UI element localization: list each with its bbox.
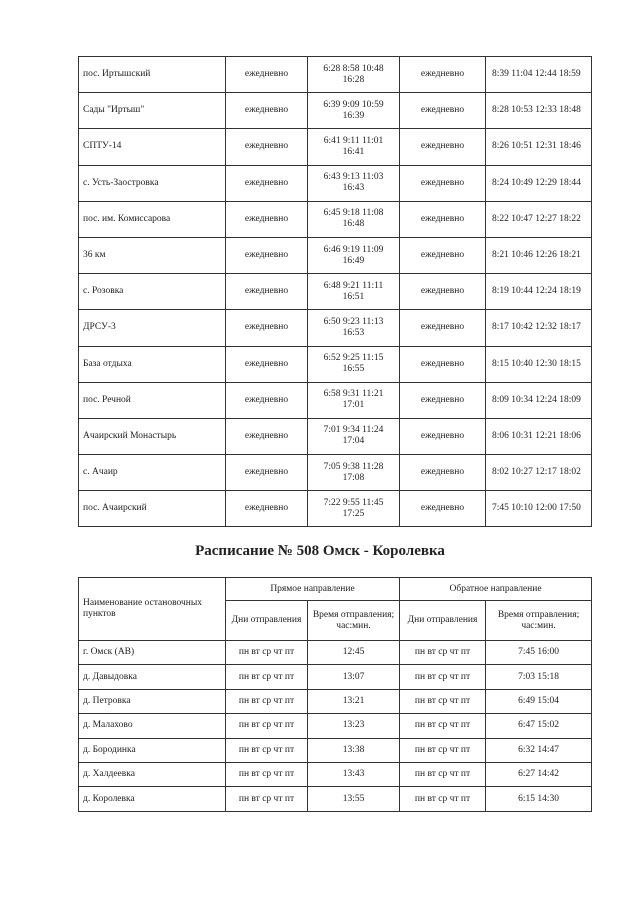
days-backward: пн вт ср чт пт xyxy=(400,762,486,786)
days-backward: ежедневно xyxy=(400,491,486,527)
days-forward: пн вт ср чт пт xyxy=(226,689,308,713)
days-forward: ежедневно xyxy=(226,201,308,237)
table-row xyxy=(79,665,592,689)
times-backward: 8:39 11:04 12:44 18:59 xyxy=(486,57,592,93)
days-forward: ежедневно xyxy=(226,382,308,418)
table-row xyxy=(79,418,592,454)
stop-name: д. Петровка xyxy=(79,689,226,713)
times-backward: 8:24 10:49 12:29 18:44 xyxy=(486,165,592,201)
days-forward: пн вт ср чт пт xyxy=(226,787,308,811)
days-forward: ежедневно xyxy=(226,346,308,382)
table-row xyxy=(79,738,592,762)
table-row xyxy=(79,689,592,713)
days-backward: ежедневно xyxy=(400,310,486,346)
table-row xyxy=(79,346,592,382)
days-forward: ежедневно xyxy=(226,165,308,201)
days-forward: ежедневно xyxy=(226,93,308,129)
table-row xyxy=(79,310,592,346)
schedule-508-table xyxy=(78,577,592,812)
days-backward: ежедневно xyxy=(400,201,486,237)
stop-name: г. Омск (АВ) xyxy=(79,641,226,665)
days-forward: пн вт ср чт пт xyxy=(226,665,308,689)
times-backward: 8:06 10:31 12:21 18:06 xyxy=(486,418,592,454)
stop-name: Ачаирский Монастырь xyxy=(79,418,226,454)
times-forward: 6:45 9:18 11:08 16:48 xyxy=(308,201,400,237)
stop-name: с. Ачаир xyxy=(79,455,226,491)
days-backward: ежедневно xyxy=(400,237,486,273)
times-forward: 13:07 xyxy=(308,665,400,689)
times-backward: 6:32 14:47 xyxy=(486,738,592,762)
times-backward: 8:02 10:27 12:17 18:02 xyxy=(486,455,592,491)
times-backward: 8:09 10:34 12:24 18:09 xyxy=(486,382,592,418)
days-backward: ежедневно xyxy=(400,418,486,454)
stop-name: База отдыха xyxy=(79,346,226,382)
times-backward: 6:49 15:04 xyxy=(486,689,592,713)
times-backward: 8:21 10:46 12:26 18:21 xyxy=(486,237,592,273)
times-forward: 7:01 9:34 11:24 17:04 xyxy=(308,418,400,454)
table-row xyxy=(79,201,592,237)
stop-name: Сады "Иртыш" xyxy=(79,93,226,129)
days-forward: ежедневно xyxy=(226,455,308,491)
times-forward: 7:22 9:55 11:45 17:25 xyxy=(308,491,400,527)
stop-name: пос. им. Комиссарова xyxy=(79,201,226,237)
days-forward: ежедневно xyxy=(226,418,308,454)
times-forward: 13:43 xyxy=(308,762,400,786)
days-backward: ежедневно xyxy=(400,274,486,310)
times-forward: 6:58 9:31 11:21 17:01 xyxy=(308,382,400,418)
days-forward: ежедневно xyxy=(226,129,308,165)
times-forward: 6:50 9:23 11:13 16:53 xyxy=(308,310,400,346)
days-forward: пн вт ср чт пт xyxy=(226,714,308,738)
header-time-forward: Время отправления; час:мин. xyxy=(308,601,400,641)
table-row xyxy=(79,165,592,201)
schedule-508-title: Расписание № 508 Омск - Королевка xyxy=(195,543,445,559)
header-time-backward: Время отправления; час:мин. xyxy=(486,601,592,641)
table-row xyxy=(79,641,592,665)
times-backward: 6:27 14:42 xyxy=(486,762,592,786)
days-backward: пн вт ср чт пт xyxy=(400,689,486,713)
stop-name: д. Бородинка xyxy=(79,738,226,762)
days-forward: пн вт ср чт пт xyxy=(226,738,308,762)
days-backward: ежедневно xyxy=(400,129,486,165)
times-backward: 8:22 10:47 12:27 18:22 xyxy=(486,201,592,237)
days-backward: ежедневно xyxy=(400,93,486,129)
times-forward: 6:48 9:21 11:11 16:51 xyxy=(308,274,400,310)
days-backward: пн вт ср чт пт xyxy=(400,665,486,689)
header-stop-column: Наименование остановочных пунктов xyxy=(79,578,226,641)
times-backward: 7:45 10:10 12:00 17:50 xyxy=(486,491,592,527)
times-forward: 6:46 9:19 11:09 16:49 xyxy=(308,237,400,273)
header-forward-direction: Прямое направление xyxy=(226,578,400,601)
header-row-directions xyxy=(79,578,592,601)
stop-name: д. Давыдовка xyxy=(79,665,226,689)
stop-name: пос. Речной xyxy=(79,382,226,418)
stop-name: пос. Иртышский xyxy=(79,57,226,93)
days-backward: ежедневно xyxy=(400,346,486,382)
times-backward: 6:15 14:30 xyxy=(486,787,592,811)
days-backward: пн вт ср чт пт xyxy=(400,641,486,665)
header-days-forward: Дни отправления xyxy=(226,601,308,641)
table-row xyxy=(79,93,592,129)
times-forward: 13:23 xyxy=(308,714,400,738)
days-forward: ежедневно xyxy=(226,491,308,527)
stop-name: 36 км xyxy=(79,237,226,273)
times-backward: 8:19 10:44 12:24 18:19 xyxy=(486,274,592,310)
stop-name: с. Розовка xyxy=(79,274,226,310)
times-forward: 13:55 xyxy=(308,787,400,811)
times-forward: 13:21 xyxy=(308,689,400,713)
times-forward: 6:41 9:11 11:01 16:41 xyxy=(308,129,400,165)
table-row xyxy=(79,129,592,165)
times-backward: 7:45 16:00 xyxy=(486,641,592,665)
times-forward: 6:39 9:09 10:59 16:39 xyxy=(308,93,400,129)
table-row xyxy=(79,382,592,418)
times-forward: 12:45 xyxy=(308,641,400,665)
days-backward: пн вт ср чт пт xyxy=(400,787,486,811)
table-row xyxy=(79,455,592,491)
times-backward: 8:17 10:42 12:32 18:17 xyxy=(486,310,592,346)
table-row xyxy=(79,762,592,786)
times-forward: 7:05 9:38 11:28 17:08 xyxy=(308,455,400,491)
stop-name: с. Усть-Заостровка xyxy=(79,165,226,201)
stop-name: ДРСУ-3 xyxy=(79,310,226,346)
stop-name: д. Халдеевка xyxy=(79,762,226,786)
table-row xyxy=(79,57,592,93)
days-backward: пн вт ср чт пт xyxy=(400,738,486,762)
days-forward: ежедневно xyxy=(226,310,308,346)
days-forward: ежедневно xyxy=(226,57,308,93)
times-backward: 8:28 10:53 12:33 18:48 xyxy=(486,93,592,129)
times-backward: 7:03 15:18 xyxy=(486,665,592,689)
header-backward-direction: Обратное направление xyxy=(400,578,592,601)
days-forward: ежедневно xyxy=(226,237,308,273)
table-row xyxy=(79,237,592,273)
times-forward: 6:43 9:13 11:03 16:43 xyxy=(308,165,400,201)
stop-name: СПТУ-14 xyxy=(79,129,226,165)
table-row xyxy=(79,714,592,738)
table-row xyxy=(79,491,592,527)
days-backward: ежедневно xyxy=(400,455,486,491)
days-backward: пн вт ср чт пт xyxy=(400,714,486,738)
days-forward: пн вт ср чт пт xyxy=(226,762,308,786)
times-forward: 6:28 8:58 10:48 16:28 xyxy=(308,57,400,93)
days-backward: ежедневно xyxy=(400,382,486,418)
days-backward: ежедневно xyxy=(400,57,486,93)
days-backward: ежедневно xyxy=(400,165,486,201)
table-row xyxy=(79,787,592,811)
times-backward: 8:15 10:40 12:30 18:15 xyxy=(486,346,592,382)
days-forward: пн вт ср чт пт xyxy=(226,641,308,665)
stop-name: пос. Ачаирский xyxy=(79,491,226,527)
times-backward: 6:47 15:02 xyxy=(486,714,592,738)
days-forward: ежедневно xyxy=(226,274,308,310)
schedule-table-continued xyxy=(78,56,592,527)
stop-name: д. Малахово xyxy=(79,714,226,738)
times-backward: 8:26 10:51 12:31 18:46 xyxy=(486,129,592,165)
header-days-backward: Дни отправления xyxy=(400,601,486,641)
table-row xyxy=(79,274,592,310)
times-forward: 6:52 9:25 11:15 16:55 xyxy=(308,346,400,382)
stop-name: д. Королевка xyxy=(79,787,226,811)
times-forward: 13:38 xyxy=(308,738,400,762)
